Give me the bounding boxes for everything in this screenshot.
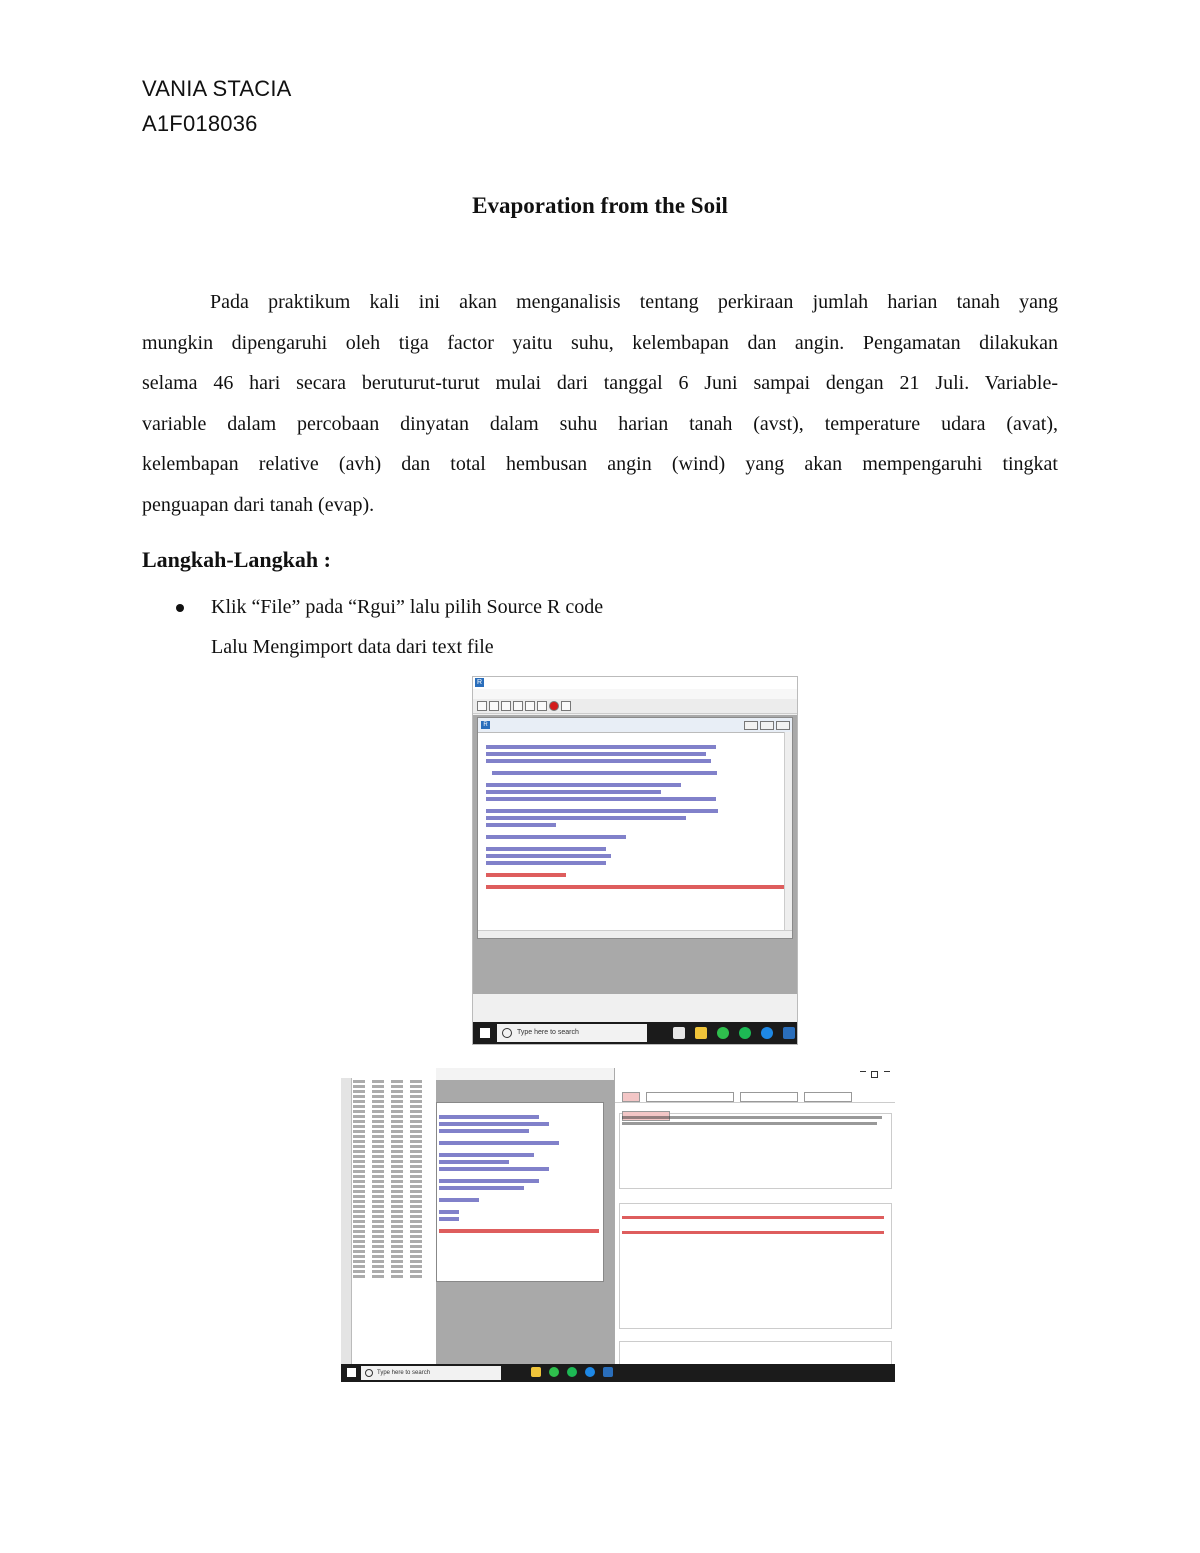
edit-dataset-button — [740, 1092, 798, 1102]
open-script-icon — [477, 701, 487, 711]
edge-icon — [761, 1027, 773, 1039]
author-name: VANIA STACIA — [142, 76, 292, 101]
taskbar-search — [361, 1366, 501, 1380]
minimize-icon — [860, 1071, 866, 1072]
document-title: Evaporation from the Soil — [472, 193, 728, 218]
table-row — [353, 1140, 429, 1143]
table-row — [353, 1170, 429, 1173]
table-row — [353, 1165, 429, 1168]
close-icon — [776, 721, 790, 730]
save-workspace-icon — [501, 701, 511, 711]
r-console-behind — [436, 1068, 614, 1364]
table-row — [353, 1080, 429, 1083]
table-row — [353, 1120, 429, 1123]
r-app-icon — [603, 1367, 613, 1377]
r-console-text — [478, 733, 792, 889]
table-row — [353, 1090, 429, 1093]
horizontal-scrollbar — [478, 930, 792, 938]
table-row — [353, 1155, 429, 1158]
step-text: Lalu Mengimport data dari text file — [211, 636, 494, 658]
output-panel — [619, 1203, 892, 1329]
app-icon — [717, 1027, 729, 1039]
table-row — [353, 1205, 429, 1208]
table-row — [353, 1275, 429, 1278]
windows-start-icon — [347, 1368, 356, 1377]
table-row — [353, 1085, 429, 1088]
table-row — [353, 1200, 429, 1203]
table-row — [353, 1180, 429, 1183]
windows-taskbar — [341, 1364, 895, 1382]
rgui-titlebar — [473, 677, 797, 689]
close-icon — [884, 1071, 890, 1072]
table-row — [353, 1160, 429, 1163]
bullet-icon — [176, 604, 184, 612]
table-row — [353, 1135, 429, 1138]
table-row — [353, 1265, 429, 1268]
r-console-header — [478, 718, 792, 733]
file-explorer-icon — [531, 1367, 541, 1377]
table-row — [353, 1110, 429, 1113]
maximize-icon — [760, 721, 774, 730]
taskbar-search-text: Type here to search — [517, 1029, 579, 1036]
table-row — [353, 1100, 429, 1103]
data-window-title — [341, 1068, 436, 1078]
r-commander-window — [614, 1068, 895, 1364]
table-row — [353, 1245, 429, 1248]
table-row — [353, 1240, 429, 1243]
output-label — [615, 1193, 895, 1201]
intro-line: penguapan dari tanah (evap). — [142, 493, 375, 516]
author-id: A1F018036 — [142, 111, 258, 136]
copy-paste-icon — [537, 701, 547, 711]
table-row — [353, 1115, 429, 1118]
table-row — [353, 1235, 429, 1238]
table-row — [353, 1195, 429, 1198]
table-row — [353, 1225, 429, 1228]
data-table-window — [341, 1068, 437, 1364]
vertical-scrollbar — [784, 732, 792, 931]
view-dataset-button — [804, 1092, 852, 1102]
r-logo-icon: R — [476, 679, 483, 686]
data-import-screenshot — [341, 1068, 895, 1382]
table-row — [353, 1270, 429, 1273]
paste-icon — [525, 701, 535, 711]
table-row — [353, 1260, 429, 1263]
app-icon — [549, 1367, 559, 1377]
minimize-icon — [744, 721, 758, 730]
dataset-selector — [646, 1092, 734, 1102]
table-row — [353, 1185, 429, 1188]
rgui-menubar — [473, 689, 797, 699]
intro-line: Pada praktikum kali ini akan menganalisis tentang perkiraan jumlah harian tanah yang — [210, 291, 1058, 313]
table-row — [353, 1130, 429, 1133]
table-row — [353, 1175, 429, 1178]
file-explorer-icon — [695, 1027, 707, 1039]
table-row — [353, 1250, 429, 1253]
r-commander-titlebar — [615, 1068, 895, 1080]
r-commander-menubar — [615, 1080, 895, 1090]
rgui-mdi-area — [473, 715, 797, 994]
table-row — [353, 1105, 429, 1108]
r-console-menubar — [436, 1068, 614, 1080]
rgui-toolbar — [473, 699, 797, 714]
intro-line: selama 46 hari secara beruturut-turut mulai dari tanggal 6 Juni sampai dengan 21 Juli. Variable- — [142, 372, 1058, 395]
print-icon — [561, 701, 571, 711]
taskbar-search — [497, 1024, 647, 1042]
search-icon — [502, 1028, 512, 1038]
taskbar-search-text: Type here to search — [377, 1370, 431, 1376]
r-console-text — [436, 1102, 604, 1282]
section-heading: Langkah-Langkah : — [142, 547, 331, 572]
row-index-column — [341, 1078, 352, 1364]
load-workspace-icon — [489, 701, 499, 711]
r-console-window — [477, 717, 793, 939]
rgui-screenshot — [472, 676, 798, 1045]
table-row — [353, 1230, 429, 1233]
edge-icon — [585, 1367, 595, 1377]
table-row — [353, 1210, 429, 1213]
windows-taskbar — [473, 1022, 797, 1044]
windows-start-icon — [480, 1028, 490, 1038]
table-row — [353, 1255, 429, 1258]
table-row — [353, 1125, 429, 1128]
table-row — [353, 1145, 429, 1148]
script-panel — [619, 1113, 892, 1189]
chrome-icon — [567, 1367, 577, 1377]
r-logo-icon — [622, 1092, 640, 1102]
table-row — [353, 1190, 429, 1193]
maximize-icon — [871, 1071, 878, 1078]
data-table-rows — [341, 1080, 436, 1278]
r-logo-icon: R — [481, 721, 490, 729]
intro-line: mungkin dipengaruhi oleh tiga factor yaitu suhu, kelembapan dan angin. Pengamatan dilakukan — [142, 331, 1058, 354]
intro-line: kelembapan relative (avh) dan total hembusan angin (wind) yang akan mempengaruhi tingkat — [142, 453, 1058, 476]
table-row — [353, 1150, 429, 1153]
r-commander-toolbar — [615, 1090, 895, 1103]
messages-label — [615, 1331, 895, 1339]
taskview-icon — [673, 1027, 685, 1039]
search-icon — [365, 1369, 373, 1377]
table-row — [353, 1095, 429, 1098]
r-app-icon — [783, 1027, 795, 1039]
step-text: Klik “File” pada “Rgui” lalu pilih Source R code — [211, 596, 604, 618]
intro-line: variable dalam percobaan dinyatan dalam suhu harian tanah (avst), temperature udara (avat), — [142, 412, 1058, 435]
chrome-icon — [739, 1027, 751, 1039]
stop-icon — [549, 701, 559, 711]
copy-icon — [513, 701, 523, 711]
intro-paragraph — [142, 282, 1058, 526]
table-row — [353, 1215, 429, 1218]
table-row — [353, 1220, 429, 1223]
